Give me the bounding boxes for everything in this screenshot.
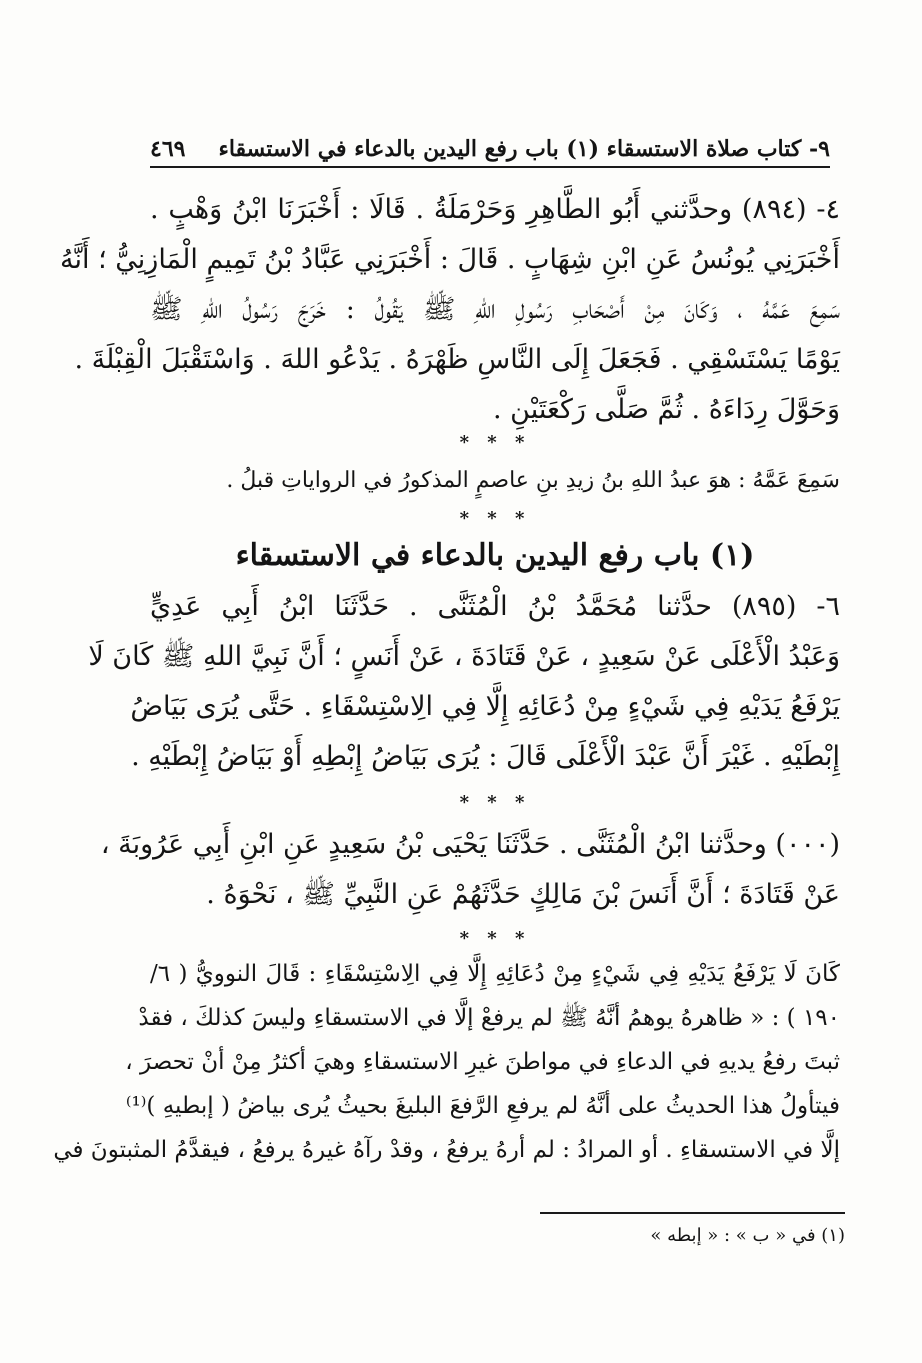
text-line: وَعَبْدُ الْأَعْلَى عَنْ سَعِيدٍ ، عَنْ قَتَادَةَ ، عَنْ أَنَسٍ ؛ أَنَّ نَبِيَّ اللهِ ﷺ كَانَ لَا xyxy=(88,641,840,672)
footnote-divider xyxy=(540,1212,845,1214)
commentary-line: إلَّا في الاستسقاءِ . أو المرادُ : لم أرهُ يرفعُ ، وقدْ رآهُ غيرهُ يرفعُ ، فيقدَّمُ المثبتونَ في xyxy=(53,1137,840,1163)
text-line: إِبْطَيْهِ . غَيْرَ أَنَّ عَبْدَ الْأَعْلَى قَالَ : يُرَى بَيَاضُ إِبْطِهِ أَوْ بَيَاضُ إِبْطَيْهِ . xyxy=(131,741,840,772)
text-line: ٤- (٨٩٤) وحدَّثني أَبُو الطَّاهِرِ وَحَرْمَلَةُ . قَالَا : أَخْبَرَنَا ابْنُ وَهْبٍ . xyxy=(150,194,840,225)
text-line: وَحَوَّلَ رِدَاءَهُ . ثُمَّ صَلَّى رَكْعَتَيْنِ . xyxy=(493,394,840,425)
hadith-000 xyxy=(100,820,840,920)
chapter-title: (١) باب رفع اليدين بالدعاء في الاستسقاء xyxy=(235,538,755,573)
commentary-line: فيتأولُ هذا الحديثُ على أنَّهُ لم يرفعِ الرَّفعَ البليغَ بحيثُ يُرى بياضُ ( إبطيهِ )⁽¹⁾ xyxy=(125,1093,840,1119)
running-header xyxy=(150,118,830,168)
hadith-894 xyxy=(60,185,840,435)
page-number: ٤٦٩ xyxy=(150,136,186,162)
hadith-895 xyxy=(88,582,840,782)
text-line: أَخْبَرَنِي يُونُسُ عَنِ ابْنِ شِهَابٍ . قَالَ : أَخْبَرَنِي عَبَّادُ بْنُ تَمِيمٍ الْمَازِنِيُّ ؛ أَنَّهُ xyxy=(60,244,840,275)
text-line: ٦- (٨٩٥) حدَّثنا مُحَمَّدُ بْنُ الْمُثَنَّى . حَدَّثَنَا ابْنُ أَبِي عَدِيٍّ xyxy=(150,591,840,622)
text-line: (٠٠٠) وحدَّثنا ابْنُ الْمُثَنَّى . حَدَّثَنَا يَحْيَى بْنُ سَعِيدٍ عَنِ ابْنِ أَبِي عَرُوبَةَ ، xyxy=(100,829,840,860)
separator: * * * xyxy=(459,928,531,949)
commentary-line: ١٩٠ ) : « ظاهرهُ يوهمُ أنَّهُ ﷺ لم يرفعْ إلَّا في الاستسقاءِ وليسَ كذلكَ ، فقدْ xyxy=(138,1005,840,1031)
note-text: سَمِعَ عَمَّهُ : هوَ عبدُ اللهِ بنُ زيدِ بنِ عاصمٍ المذكورُ في الرواياتِ قبلُ . xyxy=(226,468,840,493)
text-line: يَوْمًا يَسْتَسْقِي . فَجَعَلَ إِلَى النَّاسِ ظَهْرَهُ . يَدْعُو اللهَ . وَاسْتَقْبَلَ الْقِبْلَةَ . xyxy=(74,344,840,375)
header-title: ٩- كتاب صلاة الاستسقاء (١) باب رفع اليدين بالدعاء في الاستسقاء xyxy=(218,136,830,162)
separator: * * * xyxy=(459,508,531,529)
separator: * * * xyxy=(459,432,531,453)
separator: * * * xyxy=(459,792,531,813)
text-line: يَرْفَعُ يَدَيْهِ فِي شَيْءٍ مِنْ دُعَائِهِ إِلَّا فِي الِاسْتِسْقَاءِ . حَتَّى يُرَى بَيَاضُ xyxy=(130,691,840,722)
text-line: عَنْ قَتَادَةَ ؛ أَنَّ أَنَسَ بْنَ مَالِكٍ حَدَّثَهُمْ عَنِ النَّبِيِّ ﷺ ، نَحْوَهُ . xyxy=(206,879,840,910)
text-line: سَمِعَ عَمَّهُ ، وَكَانَ مِنْ أَصْحَابِ رَسُولِ اللهِ ﷺ يَقُولُ : خَرَجَ رَسُولُ اللهِ ﷺ xyxy=(150,294,840,325)
commentary-line: كَانَ لَا يَرْفَعُ يَدَيْهِ فِي شَيْءٍ مِنْ دُعَائِهِ إِلَّا فِي الِاسْتِسْقَاءِ : قَالَ النوويُّ ( ٦/ xyxy=(150,961,840,987)
commentary-line: ثبتَ رفعُ يديهِ في الدعاءِ في مواطنَ غيرِ الاستسقاءِ وهيَ أكثرُ مِنْ أنْ تحصرَ ، xyxy=(125,1049,840,1075)
commentary xyxy=(53,952,840,1172)
footnote: (١) في « ب » : « إبطه » xyxy=(650,1225,845,1246)
